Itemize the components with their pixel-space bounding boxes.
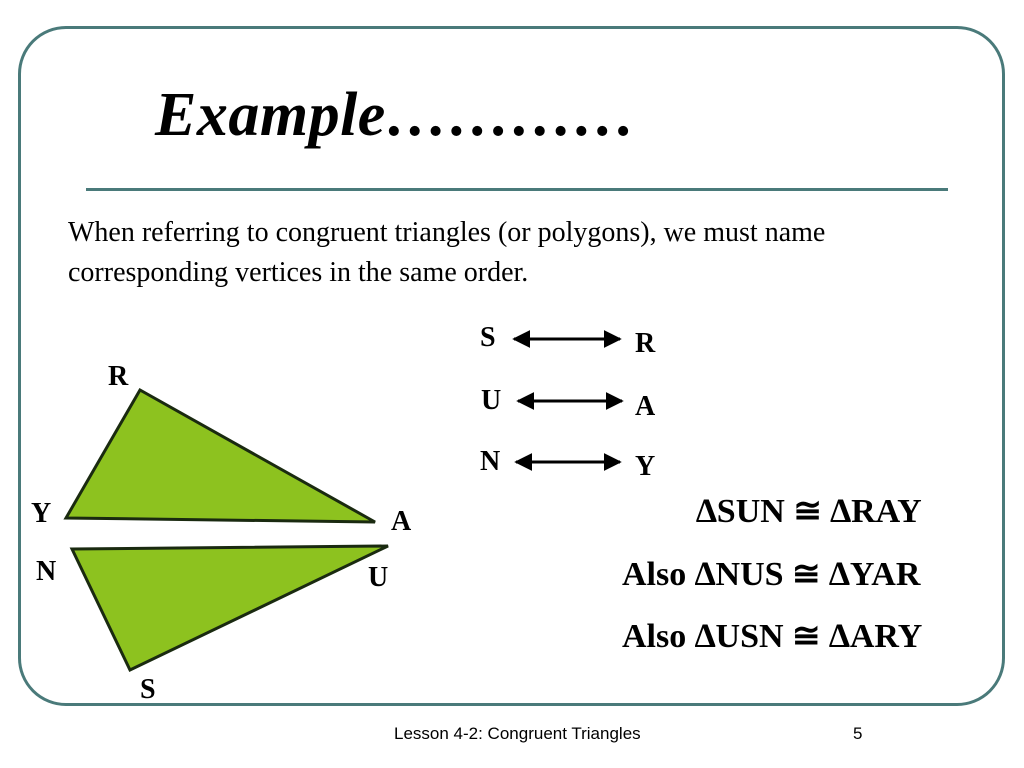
slide-body-text: When referring to congruent triangles (or polygons), we must name corresponding vertices in the same order. — [68, 217, 826, 288]
vertex-label-y: Y — [31, 498, 52, 529]
vertex-label-n: N — [36, 556, 57, 587]
congruence-statement-2: Also ∆NUS ≅ ∆YAR — [622, 556, 921, 593]
vertex-label-u: U — [368, 562, 389, 593]
vertex-label-a: A — [391, 506, 412, 537]
correspondence-left-3: N — [480, 446, 501, 477]
correspondence-right-3: Y — [635, 451, 656, 482]
triangle-nus — [72, 546, 388, 670]
correspondence-left-2: U — [481, 385, 502, 416]
vertex-label-r: R — [108, 361, 129, 392]
correspondence-left-1: S — [480, 322, 496, 353]
triangle-ray — [66, 390, 375, 522]
footer-lesson-title: Lesson 4-2: Congruent Triangles — [394, 724, 641, 743]
correspondence-right-1: R — [635, 328, 656, 359]
vertex-label-s: S — [140, 674, 156, 705]
congruence-statement-1: ∆SUN ≅ ∆RAY — [696, 493, 922, 530]
slide-title: Example………… — [155, 81, 636, 149]
correspondence-right-2: A — [635, 391, 656, 422]
congruence-statement-3: Also ∆USN ≅ ∆ARY — [622, 618, 923, 655]
footer-page-number: 5 — [853, 724, 863, 743]
